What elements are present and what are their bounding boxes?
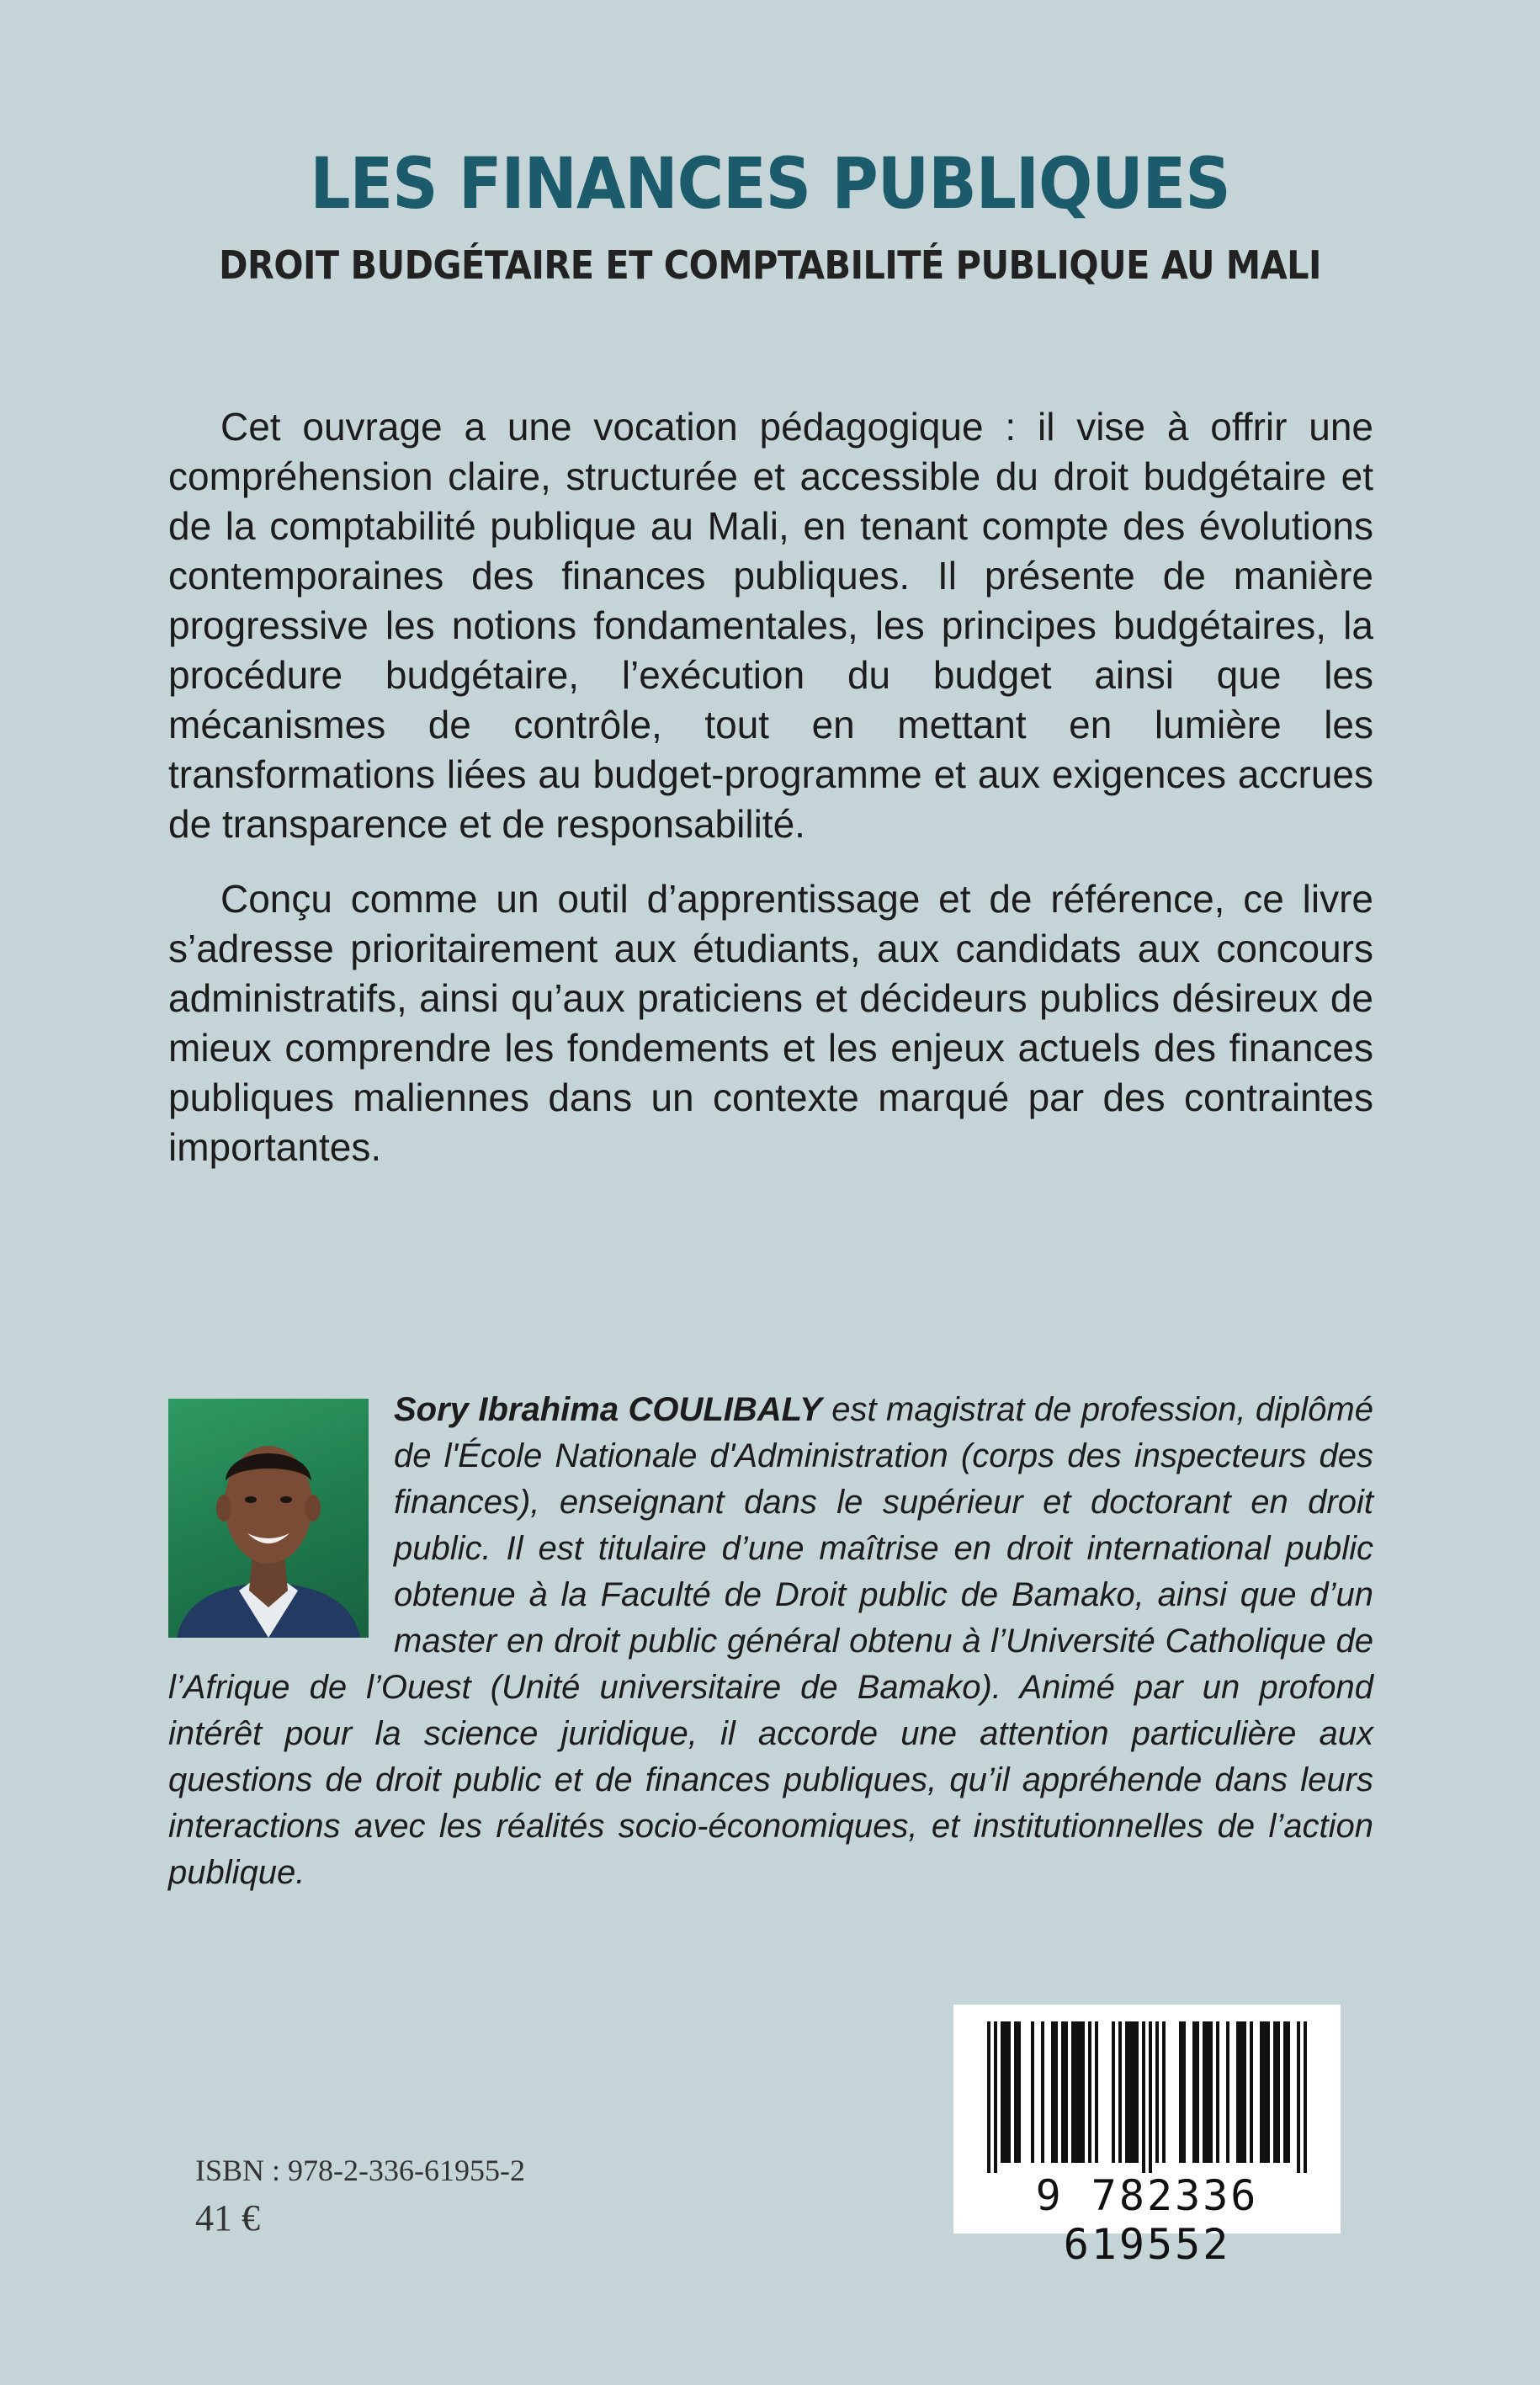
- barcode-bar: [1065, 2021, 1068, 2163]
- barcode-bar: [1240, 2021, 1243, 2163]
- barcode-bar: [1004, 2021, 1007, 2163]
- barcode-bar: [1128, 2021, 1132, 2163]
- barcode-bar: [1149, 2021, 1152, 2173]
- barcode-bar: [1209, 2021, 1213, 2163]
- barcode-bar: [1179, 2021, 1182, 2163]
- barcode-bar: [1088, 2021, 1091, 2163]
- blurb-paragraph-1: Cet ouvrage a une vocation pédagogique : il vise à offrir une compréhension claire, structurée et accessible du droit budgétaire et de la comptabilité publique au Mali, en tenant compte des évolutions contemporaines des finances publiques. Il présente de manière progressive les notions fondamentales, les principes budgétaires, la procédure budgétaire, l’exécution du budget ainsi que les mécanismes de contrôle, tout en mettant en lumière les transformations liées au budget-programme et aux exigences accrues de transparence et de responsabilité.: [168, 405, 1373, 846]
- book-subtitle: DROIT BUDGÉTAIRE ET COMPTABILITÉ PUBLIQUE AU MALI: [219, 242, 1321, 288]
- barcode-bar: [1267, 2021, 1270, 2163]
- barcode: [953, 2005, 1341, 2269]
- barcode-bar: [1112, 2021, 1115, 2163]
- barcode-bar: [1304, 2021, 1307, 2173]
- barcode-bar: [1283, 2021, 1287, 2163]
- barcode-bar: [1182, 2021, 1186, 2163]
- author-photo: [168, 1399, 369, 1638]
- barcode-bar: [1135, 2021, 1139, 2163]
- price-label: 41 €: [195, 2197, 260, 2239]
- barcode-bar: [1031, 2021, 1034, 2163]
- barcode-bar: [1071, 2021, 1075, 2163]
- barcode-bar: [1155, 2021, 1159, 2163]
- barcode-bar: [1017, 2021, 1021, 2163]
- barcode-bar: [1054, 2021, 1058, 2163]
- barcode-bar: [1081, 2021, 1085, 2163]
- barcode-bar: [1014, 2021, 1017, 2163]
- barcode-bar: [1287, 2021, 1290, 2163]
- barcode-bar: [1095, 2021, 1098, 2163]
- barcode-bar: [1277, 2021, 1280, 2163]
- barcode-bar: [1273, 2021, 1277, 2163]
- barcode-bar: [1142, 2021, 1145, 2173]
- barcode-bar: [1041, 2021, 1044, 2163]
- barcode-bar: [1236, 2021, 1240, 2163]
- barcode-digits: 9 782336 619552: [1035, 2171, 1259, 2269]
- barcode-bar: [1196, 2021, 1199, 2163]
- barcode-bar: [1226, 2021, 1229, 2163]
- barcode-bar: [1132, 2021, 1135, 2163]
- barcode-bar: [1007, 2021, 1011, 2163]
- barcode-bar: [1001, 2021, 1004, 2163]
- book-title: LES FINANCES PUBLIQUES: [310, 142, 1230, 225]
- barcode-bar: [1203, 2021, 1206, 2163]
- isbn-label: ISBN : 978-2-336-61955-2: [195, 2154, 525, 2187]
- barcode-bar: [1078, 2021, 1081, 2163]
- barcode-bar: [987, 2021, 990, 2173]
- barcode-bar: [1260, 2021, 1263, 2163]
- author-portrait-icon: [168, 1399, 369, 1638]
- author-name: Sory Ibrahima COULIBALY: [394, 1391, 822, 1428]
- barcode-bar: [1263, 2021, 1267, 2163]
- author-bio-text: est magistrat de profession, diplômé de l'École Nationale d'Administration (corps des inspecteurs des finances), enseignant dans le supérieur et doctorant en droit public. Il est titulaire d’une maîtrise en droit international public obtenue à la Faculté de Droit public de Bamako, ainsi que d’un master en droit public général obtenu à l’Université Catholique de l’Afrique de l’Ouest (Unité universitaire de Bamako). Animé par un profond intérêt pour la science juridique, il accorde une attention particulière aux questions de droit public et de finances publiques, qu’il appréhende dans leurs interactions avec les réalités socio-économiques, et institutionnelles de l’action publique.: [168, 1391, 1373, 1891]
- barcode-bar: [1125, 2021, 1128, 2163]
- barcode-bar: [1297, 2021, 1300, 2173]
- barcode-bar: [1051, 2021, 1054, 2163]
- barcode-bar: [1243, 2021, 1246, 2163]
- book-blurb: [168, 402, 1373, 1198]
- barcode-bar: [1162, 2021, 1166, 2163]
- barcode-bar: [1250, 2021, 1253, 2163]
- barcode-bar: [1206, 2021, 1209, 2163]
- barcode-bar: [1075, 2021, 1078, 2163]
- barcode-bar: [1192, 2021, 1196, 2163]
- barcode-bar: [994, 2021, 997, 2173]
- author-section: [168, 1387, 1373, 1896]
- barcode-bar: [1216, 2021, 1219, 2163]
- barcode-bar: [1118, 2021, 1122, 2163]
- barcode-bar: [1061, 2021, 1065, 2163]
- blurb-paragraph-2: Conçu comme un outil d’apprentissage et de référence, ce livre s’adresse prioritairement aux étudiants, aux candidats aux concours administratifs, ainsi qu’aux praticiens et décideurs publics désireux de mieux comprendre les fondements et les enjeux actuels des finances publiques maliennes dans un contexte marqué par des contraintes importantes.: [168, 877, 1373, 1169]
- barcode-bars: [953, 2005, 1341, 2173]
